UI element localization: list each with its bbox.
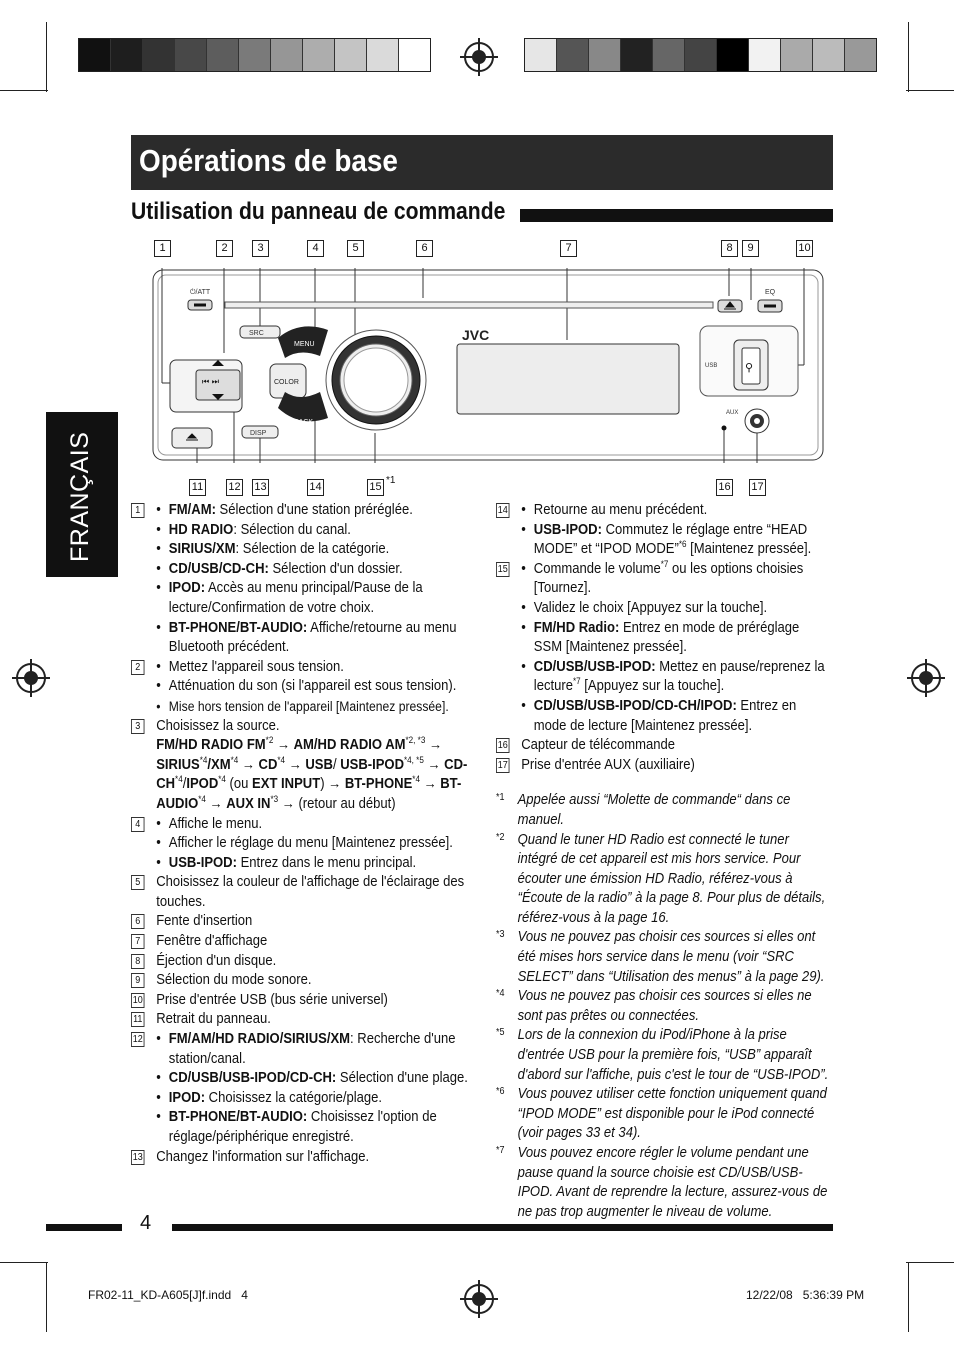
- list-item: 11 Retrait du panneau.: [131, 1010, 469, 1030]
- list-item: 10 Prise d'entrée USB (bus série universel): [132, 991, 388, 1008]
- list-item: 17 Prise d'entrée AUX (auxiliaire): [497, 756, 695, 773]
- registration-mark-icon: [464, 42, 494, 72]
- registration-mark-icon: [464, 1284, 494, 1314]
- right-column: [496, 501, 831, 1222]
- footnote: *6 Vous pouvez utiliser cette fonction uniquement quand “IPOD MODE” est disponible pour le iPod connecté (voir pages 33 et 34).: [496, 1086, 827, 1142]
- section-title: Utilisation du panneau de commande: [131, 198, 506, 225]
- registration-mark-icon: [16, 663, 46, 693]
- crop-mark: [46, 22, 47, 92]
- callout-6: 6: [416, 240, 433, 257]
- callout-7: 7: [560, 240, 577, 257]
- callout-1: 1: [154, 240, 171, 257]
- eq-label: EQ: [765, 289, 776, 296]
- back-label: BACK: [294, 419, 314, 426]
- callout-9: 9: [742, 240, 759, 257]
- svg-text:⏮ ⏭: ⏮ ⏭: [202, 377, 219, 386]
- page-title: Opérations de base: [139, 143, 398, 178]
- callout-16: 16: [716, 479, 733, 496]
- callout-17: 17: [749, 479, 766, 496]
- page-number: 4: [140, 1212, 152, 1234]
- print-footer-date: 12/22/08 5:36:39 PM: [746, 1288, 865, 1302]
- language-tab: [46, 412, 118, 577]
- callout-15-mark: *1: [386, 475, 396, 486]
- list-item: 16 Capteur de télécommande: [497, 737, 676, 754]
- print-footer-file: FR02-11_KD-A605[J]f.indd 4: [88, 1288, 248, 1302]
- car-stereo-illustration: [150, 268, 826, 463]
- list-item: 1 • FM/AM: Sélection d'une station préréglée. • HD RADIO: Sélection du canal. • SIRIUS/XM: Sélection de la catégorie. • CD/USB/CD-CH: Sélection d'un dossier. • IPOD: Accès au menu principal/Pause de la lecture/Confirmation de votre choix. • BT-PHONE/BT-AUDIO: Affiche/retourne au menu Bluetooth précédent.: [131, 501, 469, 658]
- left-column: [131, 501, 469, 1167]
- jvc-logo: JVC: [462, 327, 490, 343]
- callout-8: 8: [721, 240, 738, 257]
- power-att-label: ⏻/ATT: [190, 289, 211, 296]
- list-item: 3 Choisissez la source. FM/HD RADIO $FM^{*2} \to AM/HD$ RADIO $AM^{*2, *3}$ → $SIRIUS^{*4}/XM^{*4} \to CD^{*4} \to USB/$ USB-$IPOD^{*4, *5}$ → $CD-CH^{*4}/IPOD^{*4}$ (ou EXT INPUT) → $BT-PHONE^{*4}$ → $BT-AUDIO^{*4}$ → AUX $IN^{*3}$ → (retour au début): [131, 717, 469, 815]
- callout-12: 12: [226, 479, 243, 496]
- footer-rule-right: [172, 1224, 833, 1231]
- crop-mark: [0, 1262, 48, 1263]
- crop-mark: [906, 90, 954, 91]
- crop-mark: [46, 1262, 47, 1332]
- list-item: 2 • Mettez l'appareil sous tension. • Atténuation du son (si l'appareil est sous tension). • Mise hors tension de l'appareil [Maintenez pressée].: [131, 658, 469, 717]
- page-title-bar: [131, 135, 833, 190]
- crop-mark: [908, 22, 909, 92]
- footnote: *4 Vous ne pouvez pas choisir ces sources si elles ne sont pas prêtes ou connectées.: [496, 988, 812, 1024]
- source-sequence: FM/HD RADIO $FM^{*2} \to AM/HD$ RADIO $AM^{*2, *3}$ → $SIRIUS^{*4}/XM^{*4} \to CD^{*4} \to USB/$ USB-$IPOD^{*4, *5}$ → $CD-CH^{*4}/IPOD^{*4}$ (ou EXT INPUT) → $BT-PHONE^{*4}$ → $BT-AUDIO^{*4}$ → AUX $IN^{*3}$ → (retour au début): [156, 735, 468, 812]
- crop-mark: [908, 1262, 909, 1332]
- menu-label: MENU: [294, 341, 315, 348]
- list-item: 12 • FM/AM/HD RADIO/SIRIUS/XM: Recherche d'une station/canal. • CD/USB/USB-IPOD/CD-CH: Sélection d'une plage. • IPOD: Choisissez la catégorie/plage. • BT-PHONE/BT-AUDIO: Choisissez l'option de réglage/périphérique enregistré.: [131, 1030, 469, 1148]
- list-item: 5 Choisissez la couleur de l'affichage de l'éclairage des touches.: [131, 873, 469, 912]
- registration-mark-icon: [911, 663, 941, 693]
- callout-5: 5: [347, 240, 364, 257]
- callout-2: 2: [216, 240, 233, 257]
- list-item: 9 Sélection du mode sonore.: [131, 971, 469, 991]
- color-bar-right: [524, 38, 877, 72]
- callout-11: 11: [189, 479, 206, 496]
- list-item: 15 • Commande le volume$^{*7}$ ou les options choisies [Tournez]. • Validez le choix [Appuyez sur la touche]. • FM/HD Radio: Entrez en mode de préréglage SSM [Maintenez pressée]. • CD/USB/USB-IPOD: Mettez en pause/reprenez la lecture$^{*7}$ [Appuyez sur la touche]. • CD/USB/USB-IPOD/CD-CH/IPOD: Entrez en mode de lecture [Maintenez pressée].: [496, 560, 831, 736]
- footnote: *1 Appelée aussi “Molette de commande“ dans ce manuel.: [496, 792, 791, 828]
- list-item: 13 Changez l'information sur l'affichage.: [132, 1148, 370, 1165]
- footnote: *2 Quand le tuner HD Radio est connecté le tuner intégré de cet appareil est mis hors service. Pour écouter une émission HD Radio, référez-vous à “Écoute de la radio” à la page 8. Pour plus de détails, référez-vous à la page 16.: [496, 831, 826, 926]
- list-item: 14 • Retourne au menu précédent. • USB-IPOD: Commutez le réglage entre “HEAD MODE” et “IPOD MODE”$^{*6}$ [Maintenez pressée].: [496, 501, 831, 560]
- list-item: 4 • Affiche le menu. • Afficher le réglage du menu [Maintenez pressée]. • USB-IPOD: Entrez dans le menu principal.: [131, 815, 469, 874]
- language-label: FRANÇAIS: [66, 431, 94, 562]
- callout-3: 3: [252, 240, 269, 257]
- aux-label: AUX: [726, 410, 739, 416]
- footnote: *5 Lors de la connexion du iPod/iPhone à la prise d'entrée USB pour la première fois, “USB” apparaît d'abord sur l'affiche, puis c'est le tour de “USB-IPOD”.: [496, 1027, 829, 1083]
- list-item: 8 Éjection d'un disque.: [131, 952, 469, 972]
- color-label: COLOR: [274, 379, 299, 386]
- callout-10: 10: [796, 240, 813, 257]
- footnote: *7 Vous pouvez encore régler le volume pendant une pause quand la source choisie est CD/USB/USB-IPOD. Avant de reprendre la lecture, assurez-vous de ne pas trop augmenter le niveau de volume.: [496, 1145, 828, 1220]
- callout-15: 15: [367, 479, 384, 496]
- crop-mark: [906, 1262, 954, 1263]
- list-item: 6 Fente d'insertion: [131, 912, 469, 932]
- usb-label: USB: [705, 363, 718, 369]
- footnote: *3 Vous ne pouvez pas choisir ces sources si elles ont été mises hors service dans le menu (voir “SRC SELECT” dans “Utilisation des menus” à la page 29).: [496, 929, 825, 985]
- footer-rule-left: [46, 1224, 122, 1231]
- src-label: SRC: [249, 330, 264, 337]
- list-item: 7 Fenêtre d'affichage: [131, 932, 469, 952]
- disp-label: DISP: [250, 430, 267, 437]
- svg-text:⚲: ⚲: [745, 361, 754, 374]
- section-rule: [520, 209, 833, 222]
- crop-mark: [0, 90, 48, 91]
- callout-4: 4: [307, 240, 324, 257]
- callout-14: 14: [307, 479, 324, 496]
- callout-13: 13: [252, 479, 269, 496]
- color-bar-left: [78, 38, 431, 72]
